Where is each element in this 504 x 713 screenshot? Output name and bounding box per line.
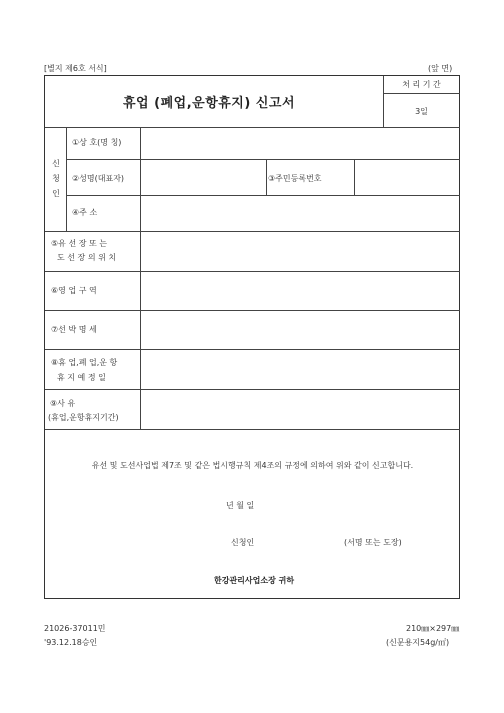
- applicant-section-label: 신 청 인: [52, 159, 60, 198]
- name-representative-label: ②성명(대표자): [72, 174, 125, 183]
- form-number: [별지 제6호 서식]: [44, 64, 107, 73]
- address-field[interactable]: [141, 196, 459, 230]
- signature-label: (서명 또는 도장): [344, 538, 402, 547]
- approval-date: '93.12.18승인: [44, 638, 98, 647]
- address-label: ④주 소: [72, 208, 98, 217]
- applicant-signature-field[interactable]: [271, 534, 339, 550]
- processing-period-label: 처 리 기 간: [402, 80, 441, 89]
- business-area-field[interactable]: [141, 272, 459, 309]
- vessel-details-field[interactable]: [141, 311, 459, 348]
- location-field[interactable]: [141, 232, 459, 270]
- page-side-label: (앞 면): [428, 64, 453, 73]
- name-representative-field[interactable]: [141, 160, 265, 194]
- vessel-details-label: ⑦선 박 명 세: [51, 325, 97, 334]
- name-cell-right-line: [266, 159, 267, 195]
- applicant-column-line: [66, 127, 67, 231]
- form-title: 휴업 (폐업,운항휴지) 신고서: [123, 96, 296, 111]
- applicant-sign-label: 신청인: [231, 538, 255, 547]
- schedule-label-line1: ⑧휴 업,폐 업,운 항: [51, 358, 118, 367]
- processing-period-value: 3일: [415, 107, 428, 116]
- row-line-8: [45, 429, 460, 430]
- resident-number-label: ③주민등록번호: [268, 174, 322, 183]
- paper-type: (신문용지54g/㎡): [386, 638, 450, 647]
- trade-name-field[interactable]: [141, 128, 459, 158]
- location-label-line1: ⑤유 선 장 또 는: [51, 239, 107, 248]
- reason-label-line2: (휴업,운항휴지기간): [48, 413, 119, 422]
- reason-field[interactable]: [141, 390, 459, 428]
- location-label-line2: 도 선 장 의 위 치: [57, 253, 117, 262]
- trade-name-label: ①상 호(명 칭): [72, 138, 122, 147]
- date-line: 년 월 일: [226, 501, 255, 510]
- business-area-label: ⑥영 업 구 역: [51, 286, 97, 295]
- declaration-statement: 유선 및 도선사업법 제7조 및 같은 법시행규칙 제4조의 규정에 의하여 위와 같이 신고합니다.: [91, 461, 414, 470]
- addressee: 한강관리사업소장 귀하: [214, 576, 295, 585]
- form-code: 21026-37011민: [44, 624, 106, 633]
- schedule-label-line2: 휴 지 예 정 일: [57, 373, 106, 382]
- schedule-date-field[interactable]: [141, 350, 459, 388]
- report-form: [44, 75, 460, 599]
- resident-number-field[interactable]: [355, 160, 459, 194]
- paper-size: 210㎜×297㎜: [406, 624, 460, 633]
- processing-box-line: [383, 93, 460, 94]
- reason-label-line1: ⑨사 유: [50, 399, 76, 408]
